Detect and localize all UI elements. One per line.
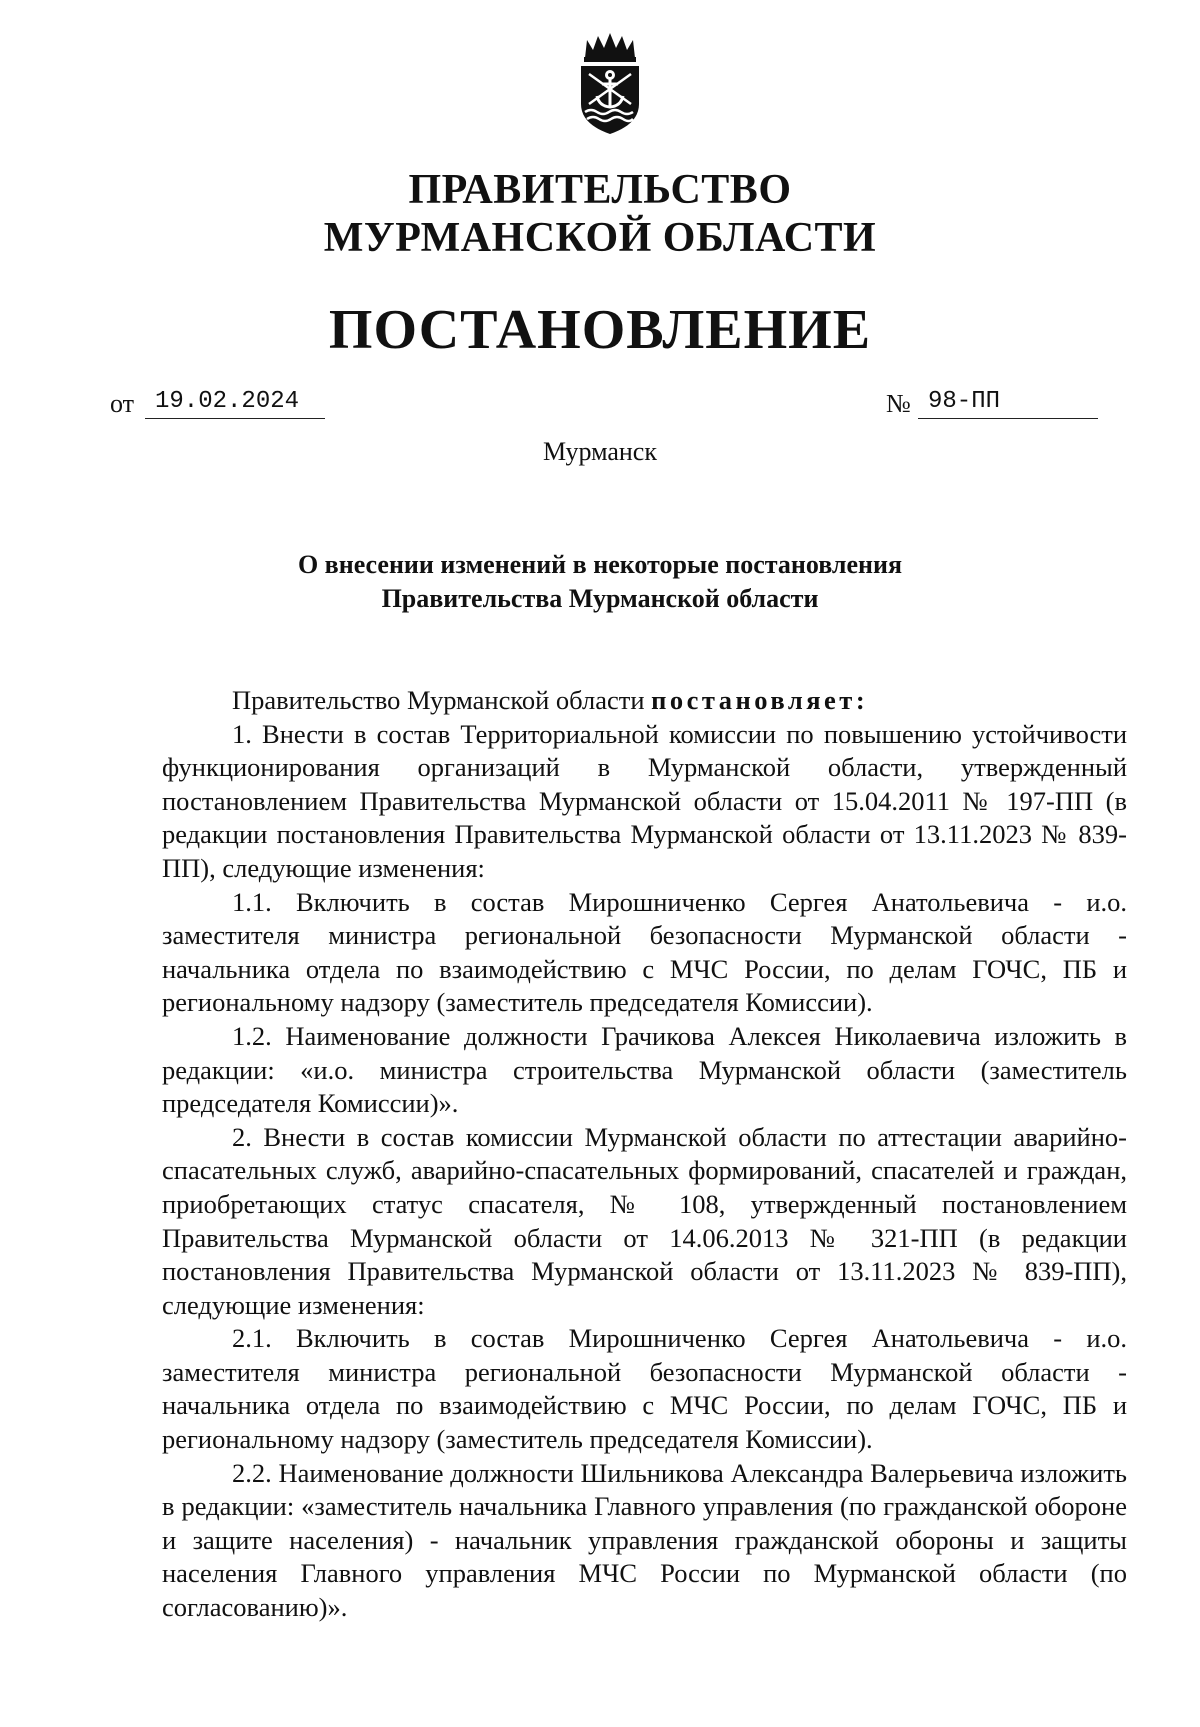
paragraph-2: 2. Внести в состав комиссии Мурманской области по аттестации аварийно-спасательных служб, аварийно-спасательных формирований, спасателей и граждан, приобретающих статус спасателя, № 108, утвержденный постановлением Правительства Мурманской области от 14.06.2013 № 321-ПП (в редакции постановления Правительства Мурманской области от 13.11.2023 № 839-ПП), следующие изменения: xyxy=(162,1121,1127,1320)
document-date: 19.02.2024 xyxy=(155,388,300,415)
intro-verb: постановляет: xyxy=(651,685,869,715)
document-subject xyxy=(240,548,960,616)
city-name: Мурманск xyxy=(543,437,657,466)
paragraph-1: 1. Внести в состав Территориальной комиссии по повышению устойчивости функционирования организаций в Мурманской области, утвержденный постановлением Правительства Мурманской области от 15.04.2011 № 197-ПП (в редакции постановления Правительства Мурманской области от 13.11.2023 № 839-ПП), следующие изменения: xyxy=(162,718,1127,883)
subject-line2: Правительства Мурманской области xyxy=(381,584,819,613)
document-date-field xyxy=(145,388,325,419)
paragraph-2-2: 2.2. Наименование должности Шильникова Александра Валерьевича изложить в редакции: «заместитель начальника Главного управления (по гражданской обороне и защите населения) - начальник управления гражданской обороны и защиты населения Главного управления МЧС России по Мурманской области (по согласованию)». xyxy=(162,1457,1127,1623)
subject-line1: О внесении изменений в некоторые постановления xyxy=(297,550,903,579)
document-number-field xyxy=(918,388,1098,419)
organization-name-line2: МУРМАНСКОЙ ОБЛАСТИ xyxy=(323,215,877,261)
paragraph-2-1: 2.1. Включить в состав Мирошниченко Сергея Анатольевича - и.о. заместителя министра региональной безопасности Мурманской области - начальника отдела по взаимодействию с МЧС России, по делам ГОЧС, ПБ и региональному надзору (заместитель председателя Комиссии). xyxy=(162,1323,1127,1455)
paragraph-1-1: 1.1. Включить в состав Мирошниченко Сергея Анатольевича - и.о. заместителя министра региональной безопасности Мурманской области - начальника отдела по взаимодействию с МЧС России, по делам ГОЧС, ПБ и региональному надзору (заместитель председателя Комиссии). xyxy=(162,886,1127,1018)
document-body xyxy=(162,684,1127,1625)
coat-of-arms-icon xyxy=(567,30,653,138)
document-type-title: ПОСТАНОВЛЕНИЕ xyxy=(328,299,872,361)
organization-name-line1: ПРАВИТЕЛЬСТВО xyxy=(408,167,792,213)
intro-paragraph xyxy=(162,684,1127,718)
paragraph-1-2: 1.2. Наименование должности Грачикова Алексея Николаевича изложить в редакции: «и.о. министра строительства Мурманской области (заместитель председателя Комиссии)». xyxy=(162,1020,1127,1119)
number-sign-label: № xyxy=(886,389,911,418)
date-prefix-label: от xyxy=(110,389,135,418)
crown-icon xyxy=(584,33,636,62)
intro-text: Правительство Мурманской области xyxy=(232,685,645,715)
document-number: 98-ПП xyxy=(928,388,1001,415)
